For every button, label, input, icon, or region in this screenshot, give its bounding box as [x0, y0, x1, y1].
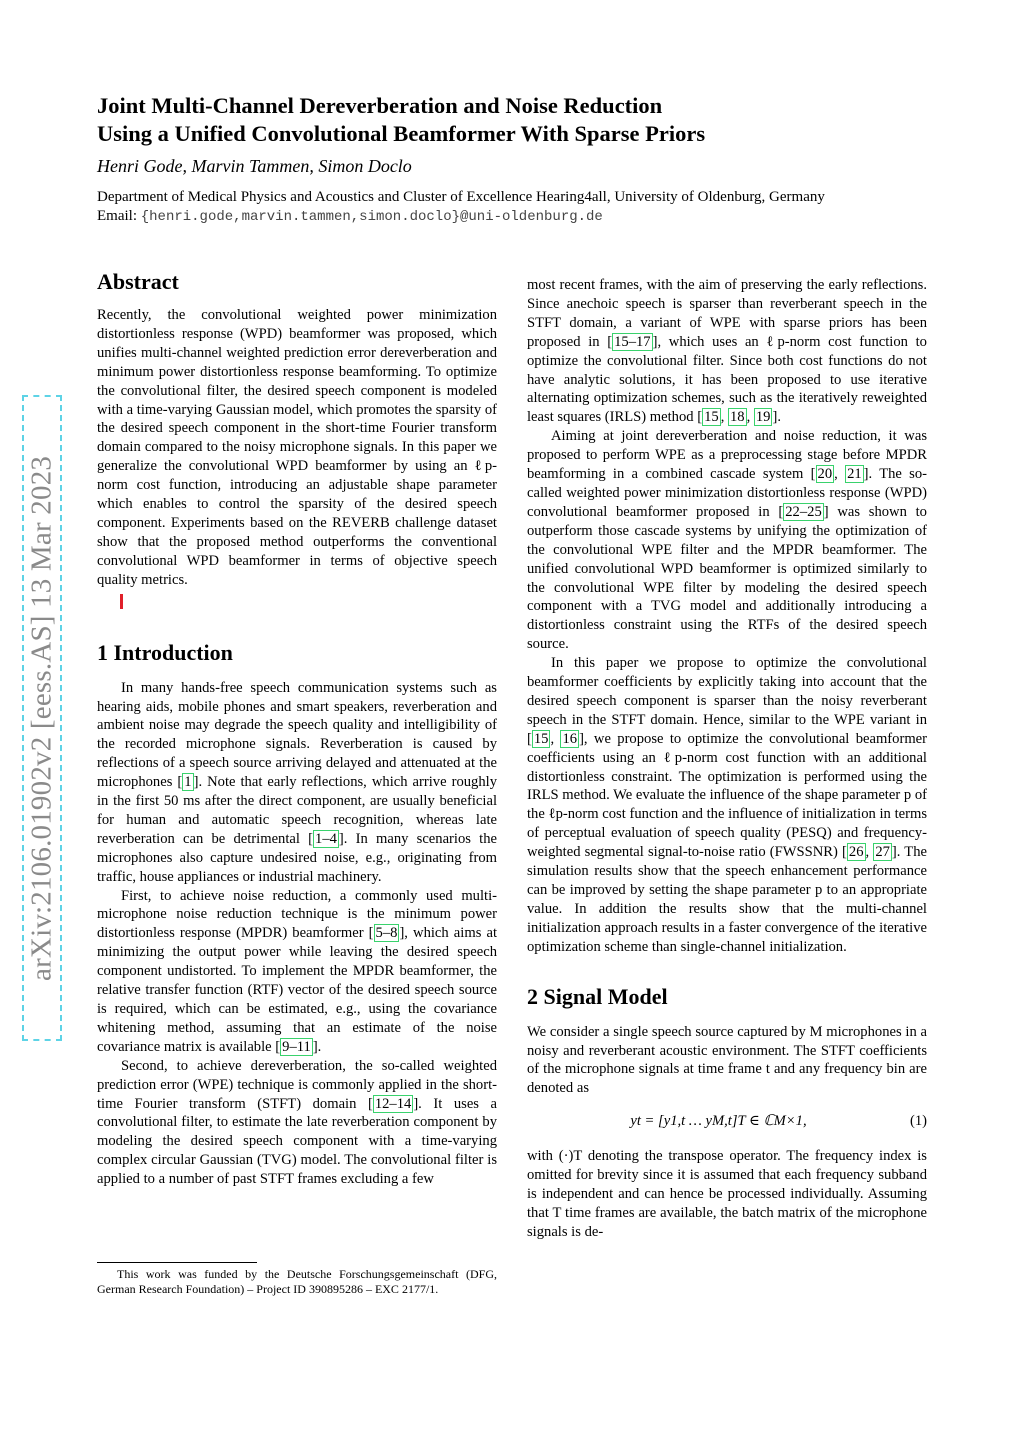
title-line-2: Using a Unified Convolutional Beamformer With Sparse Priors: [97, 121, 706, 146]
citation-link[interactable]: 16: [562, 730, 578, 747]
email-line: [97, 207, 937, 227]
citation-link[interactable]: 20: [817, 466, 833, 483]
equation-number: (1): [909, 1113, 927, 1130]
author-list: Henri Gode, Marvin Tammen, Simon Doclo: [97, 156, 412, 176]
abstract-text: Recently, the convolutional weighted power minimization distortionless response (WPD) beamformer was proposed, which unifies multi-channel weighted prediction error dereverberation and minimum power distortionless response beamforming. To optimize the convolutional filter, the desired speech component is modeled with a time-varying Gaussian model, which promotes the sparsity of the desired speech component in the short-time Fourier transform domain compared to the noisy microphone signals. In this paper we generalize the convolutional WPD beamformer by using an ℓp-norm cost function, introducing an adjustable shape parameter which enables to control the sparsity of the desired speech component. Experiments based on the REVERB challenge dataset show that the proposed method outperforms the conventional convolutional WPD beamformer in terms of objective speech quality metrics.: [97, 307, 497, 588]
citation-link[interactable]: 15–17: [614, 333, 651, 350]
citation-link[interactable]: 1–4: [315, 830, 337, 847]
introduction-heading: 1 Introduction: [97, 639, 233, 665]
funding-footnote: [97, 1267, 497, 1297]
footnote-text: This work was funded by the Deutsche Forschungsgemeinschaft (DFG, German Research Foundation) – Project ID 390895286 – EXC 2177/1.: [97, 1267, 497, 1296]
intro-paragraph-5: Aiming at joint dereverberation and noise reduction, it was proposed to perform WPE as a preprocessing stage before MPDR beamforming in a combined cascade system [ 20 , 21 ]. The so-called weighted power minimization distortionless response (WPD) convolutional beamformer proposed in [ 22–25 ] was shown to outperform those cascade systems by unifying the optimization of the convolutional WPE filter and the MPDR beamformer. The unified convolutional WPD beamformer is optimized similarly to the convolutional WPE filter by modeling the desired speech component with a TVG model and additionally introducing a distortionless constraint using the RTFs of the desired speech source.: [527, 428, 928, 653]
email-address[interactable]: {henri.gode,marvin.tammen,simon.doclo}@uni-oldenburg.de: [140, 209, 603, 225]
text-cursor: [120, 594, 123, 609]
citation-link[interactable]: 15: [533, 730, 549, 747]
intro-paragraph-6: In this paper we propose to optimize the convolutional beamformer coefficients by explicitly taking into account that the desired speech component is sparser than the noisy reverberant speech in the STFT domain. Hence, similar to the WPE variant in [ 15 , 16 ], we propose to optimize the convolutional beamformer coefficients using an ℓp-norm cost function with an additional distortionless constraint. The optimization is performed using the IRLS method. We evaluate the influence of the shape parameter p of the ℓp-norm cost function and the influence of initialization in terms of perceptual evaluation of speech quality (PESQ) and frequency-weighted segmental signal-to-noise ratio (FWSSNR) [ 26 , 27 ]. The simulation results show that the speech enhancement performance can be improved by setting the shape parameter p to an appropriate value. In addition the results show that the multi-channel initialization approach results in a faster convergence of the iterative optimization scheme than single-channel initialization.: [527, 655, 928, 955]
intro-paragraph-2: First, to achieve noise reduction, a commonly used multi-microphone noise reduction technique is the minimum power distortionless response (MPDR) beamformer [ 5–8 ], which aims at minimizing the output power while leaving the desired speech component undistorted. To implement the MPDR beamformer, the relative transfer function (RTF) vector of the desired speech source is required, which can be estimated, e.g., using the covariance whitening method, assuming that an estimate of the noise covariance matrix is available [ 9–11 ].: [97, 887, 497, 1055]
right-column: [527, 276, 927, 1242]
email-label: Email:: [97, 208, 141, 224]
citation-link[interactable]: 9–11: [282, 1038, 311, 1055]
left-column: [97, 268, 497, 1189]
footnote-rule: [97, 1262, 257, 1263]
intro-paragraph-1: In many hands-free speech communication systems such as hearing aids, mobile phones and smart speakers, reverberation and ambient noise may degrade the speech quality and intelligibility of the recorded microphone signals. Reverberation is caused by reflections of a speech source arriving delayed and attenuated at the microphones [ 1 ]. Note that early reflections, which arrive roughly in the first 50 ms after the direct component, are usually beneficial for human and automatic speech recognition, whereas late reverberation can be detrimental [ 1–4 ]. In many scenarios the microphones also capture undesired noise, e.g., originating from traffic, house appliances or industrial machinery.: [97, 679, 497, 885]
citation-link[interactable]: 22–25: [785, 503, 822, 520]
citation-link[interactable]: 5–8: [375, 925, 398, 942]
affiliation-block: [97, 188, 937, 227]
title-line-1: Joint Multi-Channel Dereverberation and Noise Reduction: [97, 93, 663, 118]
affiliation: Department of Medical Physics and Acoustics and Cluster of Excellence Hearing4all, University of Oldenburg, Germany: [97, 189, 825, 205]
citation-link[interactable]: 18: [729, 409, 745, 426]
paper-title: [97, 92, 927, 148]
intro-paragraph-4: most recent frames, with the aim of preserving the early reflections. Since anechoic speech is sparser than reverberant speech in the STFT domain, a variant of WPE with sparse priors has been proposed in [ 15–17 ], which uses an ℓp-norm cost function to optimize the convolutional filter. Since both cost functions do not have analytic solutions, it has been proposed to use iterative alternating optimization schemes, such as the iteratively reweighted least squares (IRLS) method [ 15 , 18 , 19 ].: [527, 277, 927, 426]
signal-model-paragraph-2: with (·)T denoting the transpose operator. The frequency index is omitted for brevity since it is assumed that each frequency subband is independent and can hence be processed individually. Assuming that T time frames are available, the batch matrix of the microphone signals is de-: [527, 1148, 927, 1240]
intro-paragraph-3: Second, to achieve dereverberation, the so-called weighted prediction error (WPE) technique is commonly applied in the short-time Fourier transform (STFT) domain [ 12–14 ]. It uses a convolutional filter, to estimate the late reverberation component by modeling the desired speech component with a time-varying complex circular Gaussian (TVG) model. The convolutional filter is applied to a number of past STFT frames excluding a few: [97, 1057, 498, 1188]
equation-1: [527, 1112, 927, 1131]
citation-link[interactable]: 19: [755, 409, 771, 426]
citation-link[interactable]: 26: [848, 844, 864, 861]
signal-model-paragraph-1: We consider a single speech source captured by M microphones in a noisy and reverberant acoustic environment. The STFT coefficients of the microphone signals at time frame t and any frequency bin are denoted as: [527, 1023, 927, 1097]
abstract-heading: Abstract: [97, 269, 179, 294]
equation-1-body: yt = [y1,t … yM,t]T ∈ ℂM×1,: [630, 1113, 807, 1130]
arxiv-identifier[interactable]: arXiv:2106.01902v2 [eess.AS] 13 Mar 2023: [25, 455, 58, 981]
citation-link[interactable]: 27: [875, 844, 890, 861]
citation-link[interactable]: 1: [184, 774, 192, 791]
signal-model-heading: 2 Signal Model: [527, 983, 668, 1009]
citation-link[interactable]: 21: [847, 466, 862, 483]
citation-link[interactable]: 15: [704, 409, 719, 426]
citation-link[interactable]: 12–14: [374, 1095, 412, 1112]
